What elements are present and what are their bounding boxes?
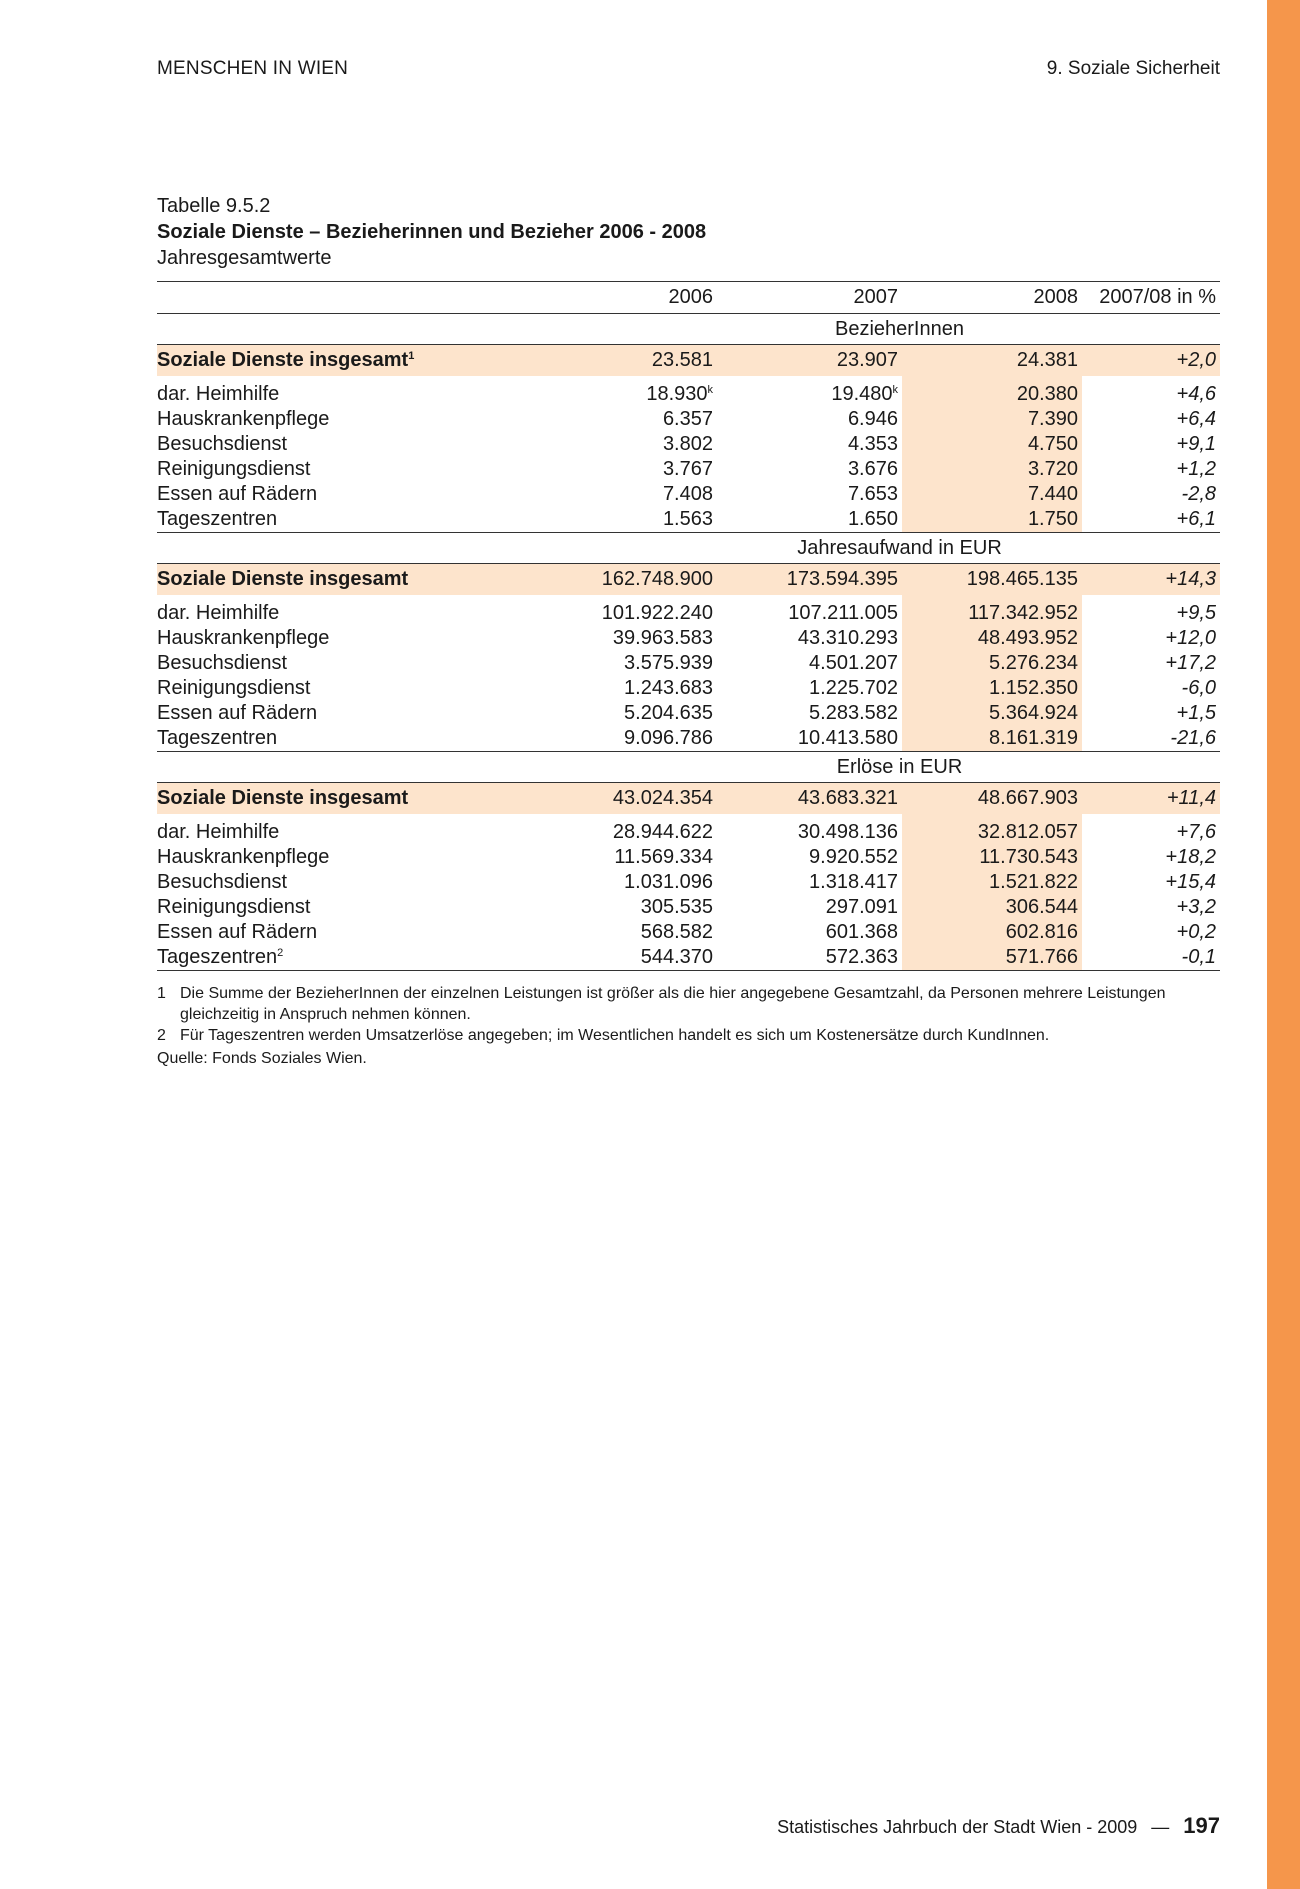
- row-value-text: 4.750: [1027, 433, 1078, 455]
- table-row: [157, 507, 1220, 533]
- total-value: 43.683.321: [717, 783, 902, 815]
- footnote-number: 1: [157, 985, 166, 1002]
- row-label-text: Tageszentren: [157, 508, 278, 530]
- row-change: +6,1: [1176, 508, 1216, 530]
- row-label: [157, 845, 532, 870]
- row-value: [717, 457, 902, 482]
- row-change: +9,1: [1176, 433, 1216, 455]
- row-value: [717, 726, 902, 752]
- row-label-text: Reinigungsdienst: [157, 458, 311, 480]
- section-heading-row: [157, 314, 1220, 345]
- row-change: +12,0: [1165, 627, 1216, 649]
- table-row: [157, 945, 1220, 971]
- section-title: Jahresaufwand in EUR: [717, 533, 1082, 564]
- section-spacer: [532, 533, 717, 564]
- row-value: [902, 945, 1082, 971]
- section-title: Erlöse in EUR: [717, 752, 1082, 783]
- total-value: 24.381: [902, 345, 1082, 377]
- footnote-marker: 2: [277, 947, 284, 959]
- row-value: [717, 814, 902, 845]
- section-spacer: [1082, 752, 1220, 783]
- row-label-text: Reinigungsdienst: [157, 677, 311, 699]
- total-label-text: Soziale Dienste insgesamt: [157, 787, 409, 809]
- row-change: +15,4: [1165, 871, 1216, 893]
- row-value-text: 48.493.952: [977, 627, 1078, 649]
- row-value: [532, 407, 717, 432]
- row-value-text: 5.276.234: [989, 652, 1078, 674]
- row-label: [157, 482, 532, 507]
- footnote-marker: 1: [408, 350, 415, 362]
- row-value: [532, 895, 717, 920]
- row-value-text: 1.521.822: [989, 871, 1078, 893]
- row-value-text: 3.767: [662, 458, 713, 480]
- total-row: [157, 783, 1220, 815]
- row-value: [532, 432, 717, 457]
- row-label-text: dar. Heimhilfe: [157, 821, 280, 843]
- row-change: +1,2: [1176, 458, 1216, 480]
- row-value: [532, 507, 717, 533]
- row-value: [532, 376, 717, 407]
- row-value: [902, 651, 1082, 676]
- row-value: [717, 626, 902, 651]
- row-value-text: 544.370: [640, 946, 713, 968]
- section-spacer: [1082, 533, 1220, 564]
- row-change: +1,5: [1176, 702, 1216, 724]
- table-row: [157, 676, 1220, 701]
- row-value: [532, 726, 717, 752]
- total-label: [157, 345, 532, 377]
- table-row: [157, 895, 1220, 920]
- row-label-text: Reinigungsdienst: [157, 896, 311, 918]
- row-value-text: 5.283.582: [809, 702, 898, 724]
- row-label-text: Tageszentren: [157, 946, 278, 968]
- total-label-text: Soziale Dienste insgesamt: [157, 349, 409, 371]
- row-value-text: 601.368: [825, 921, 898, 943]
- row-value-text: 32.812.057: [977, 821, 1078, 843]
- column-header-change: 2007/08 in %: [1082, 282, 1220, 314]
- row-value-text: 1.750: [1027, 508, 1078, 530]
- total-label: [157, 564, 532, 596]
- row-label: [157, 432, 532, 457]
- row-value: [902, 407, 1082, 432]
- section-title: BezieherInnen: [717, 314, 1082, 345]
- total-value: 23.907: [717, 345, 902, 377]
- section-spacer: [1082, 314, 1220, 345]
- page-number: 197: [1183, 1813, 1220, 1838]
- row-value-text: 28.944.622: [612, 821, 713, 843]
- row-value-text: 20.380: [1016, 383, 1078, 405]
- row-change: -0,1: [1082, 945, 1220, 971]
- row-value-text: 306.544: [1005, 896, 1078, 918]
- row-value-text: 4.501.207: [809, 652, 898, 674]
- row-value: [717, 407, 902, 432]
- row-change: +6,4: [1176, 408, 1216, 430]
- section-spacer: [157, 752, 532, 783]
- row-value: [532, 870, 717, 895]
- row-value-text: 117.342.952: [968, 602, 1078, 624]
- row-value-text: 39.963.583: [612, 627, 713, 649]
- row-value: [902, 626, 1082, 651]
- table-row: [157, 457, 1220, 482]
- row-value-text: 4.353: [847, 433, 898, 455]
- row-value-text: 1.225.702: [809, 677, 898, 699]
- table-row: [157, 814, 1220, 845]
- section-spacer: [532, 314, 717, 345]
- row-value-text: 305.535: [640, 896, 713, 918]
- row-change: +7,6: [1176, 821, 1216, 843]
- row-label-text: Essen auf Rädern: [157, 702, 318, 724]
- row-value: [902, 845, 1082, 870]
- total-label: [157, 783, 532, 815]
- running-header-left: MENSCHEN IN WIEN: [157, 58, 349, 79]
- row-value-text: 1.318.417: [809, 871, 898, 893]
- table-body: [157, 314, 1220, 971]
- total-row: [157, 564, 1220, 596]
- row-value-text: 9.920.552: [809, 846, 898, 868]
- row-value-text: 10.413.580: [797, 727, 898, 749]
- row-value-text: 3.720: [1027, 458, 1078, 480]
- row-value-text: 11.730.543: [979, 846, 1078, 868]
- table-row: [157, 376, 1220, 407]
- row-label: [157, 814, 532, 845]
- row-value-text: 572.363: [825, 946, 898, 968]
- footnotes: [157, 983, 1220, 1069]
- row-value-text: 1.243.683: [624, 677, 713, 699]
- page-footer: [777, 1813, 1220, 1839]
- footer-separator: —: [1151, 1817, 1170, 1837]
- row-value: [902, 701, 1082, 726]
- row-value-text: 571.766: [1005, 946, 1078, 968]
- row-value: [717, 945, 902, 971]
- row-value: [902, 676, 1082, 701]
- footnote-marker: k: [892, 384, 898, 396]
- row-value-text: 602.816: [1005, 921, 1078, 943]
- row-value-text: 297.091: [825, 896, 898, 918]
- row-value: [717, 676, 902, 701]
- column-header-2007: 2007: [717, 282, 902, 314]
- row-value-text: 9.096.786: [624, 727, 713, 749]
- row-value-text: 3.676: [847, 458, 898, 480]
- row-label: [157, 457, 532, 482]
- row-value: [902, 482, 1082, 507]
- footnote-number: 2: [157, 1027, 166, 1044]
- row-value-text: 3.802: [662, 433, 713, 455]
- row-label-text: Besuchsdienst: [157, 433, 288, 455]
- orange-side-strip: [1267, 0, 1300, 1889]
- total-change: +14,3: [1082, 564, 1220, 596]
- table-row: [157, 432, 1220, 457]
- running-header-right: 9. Soziale Sicherheit: [1046, 58, 1220, 79]
- section-spacer: [157, 314, 532, 345]
- row-label-text: dar. Heimhilfe: [157, 602, 280, 624]
- row-label-text: Hauskrankenpflege: [157, 627, 330, 649]
- data-table: [157, 281, 1220, 971]
- total-value: 23.581: [532, 345, 717, 377]
- column-header-2008: 2008: [902, 282, 1082, 314]
- row-value: [902, 814, 1082, 845]
- row-value: [532, 676, 717, 701]
- row-change: +9,5: [1176, 602, 1216, 624]
- row-value-text: 1.031.096: [624, 871, 713, 893]
- row-value: [717, 507, 902, 533]
- table-row: [157, 626, 1220, 651]
- row-value: [902, 895, 1082, 920]
- section-spacer: [157, 533, 532, 564]
- table-row: [157, 845, 1220, 870]
- row-value: [532, 482, 717, 507]
- row-value: [532, 457, 717, 482]
- total-value: 48.667.903: [902, 783, 1082, 815]
- row-change: -6,0: [1181, 677, 1216, 699]
- row-label: [157, 376, 532, 407]
- table-subtitle: Jahresgesamtwerte: [157, 247, 332, 269]
- row-label: [157, 626, 532, 651]
- row-value: [532, 814, 717, 845]
- row-value: [717, 376, 902, 407]
- table-row: [157, 920, 1220, 945]
- row-value: [902, 457, 1082, 482]
- row-value-text: 11.569.334: [614, 846, 713, 868]
- row-value-text: 6.946: [847, 408, 898, 430]
- row-value: [717, 895, 902, 920]
- row-value: [717, 595, 902, 626]
- row-value-text: 568.582: [640, 921, 713, 943]
- table-block: [157, 193, 1220, 1069]
- total-value: 198.465.135: [902, 564, 1082, 596]
- row-value: [532, 945, 717, 971]
- row-label-text: Hauskrankenpflege: [157, 408, 330, 430]
- row-label: [157, 701, 532, 726]
- row-value-text: 7.408: [662, 483, 713, 505]
- row-value-text: 6.357: [662, 408, 713, 430]
- row-label-text: Hauskrankenpflege: [157, 846, 330, 868]
- table-row: [157, 407, 1220, 432]
- row-value-text: 5.204.635: [624, 702, 713, 724]
- row-value: [902, 507, 1082, 533]
- table-number: Tabelle 9.5.2: [157, 195, 271, 217]
- total-row: [157, 345, 1220, 377]
- column-header-blank: [157, 282, 532, 314]
- source-note: Quelle: Fonds Soziales Wien.: [157, 1050, 367, 1067]
- row-value: [717, 432, 902, 457]
- row-label: [157, 920, 532, 945]
- row-label-text: Essen auf Rädern: [157, 921, 318, 943]
- row-value-text: 43.310.293: [797, 627, 898, 649]
- total-value: 43.024.354: [532, 783, 717, 815]
- row-label: [157, 726, 532, 752]
- row-change: +3,2: [1176, 896, 1216, 918]
- row-value: [902, 432, 1082, 457]
- row-value-text: 1.152.350: [989, 677, 1078, 699]
- row-label-text: Besuchsdienst: [157, 652, 288, 674]
- row-label-text: dar. Heimhilfe: [157, 383, 280, 405]
- table-row: [157, 701, 1220, 726]
- row-value: [902, 376, 1082, 407]
- row-value-text: 30.498.136: [797, 821, 898, 843]
- row-value: [532, 920, 717, 945]
- row-change: -2,8: [1181, 483, 1216, 505]
- row-label: [157, 507, 532, 533]
- section-heading-row: [157, 533, 1220, 564]
- row-label: [157, 407, 532, 432]
- row-value-text: 3.575.939: [624, 652, 713, 674]
- total-label-text: Soziale Dienste insgesamt: [157, 568, 409, 590]
- table-row: [157, 595, 1220, 626]
- column-header-2006: 2006: [532, 282, 717, 314]
- footnote-text: Die Summe der BezieherInnen der einzelnen Leistungen ist größer als die hier angegebene Gesamtzahl, da Personen mehrere Leistungen gleichzeitig in Anspruch nehmen können.: [180, 985, 1166, 1023]
- row-value: [902, 870, 1082, 895]
- row-value: [532, 845, 717, 870]
- row-value: [717, 845, 902, 870]
- row-change: +17,2: [1165, 652, 1216, 674]
- row-value-text: 1.650: [847, 508, 898, 530]
- row-value: [532, 651, 717, 676]
- row-change: +18,2: [1165, 846, 1216, 868]
- row-value-text: 107.211.005: [788, 602, 898, 624]
- total-change: +2,0: [1082, 345, 1220, 377]
- row-value-text: 18.930: [646, 383, 708, 405]
- row-change: -21,6: [1170, 727, 1216, 749]
- row-value-text: 7.653: [847, 483, 898, 505]
- row-value: [532, 626, 717, 651]
- row-value: [717, 701, 902, 726]
- row-value-text: 5.364.924: [989, 702, 1078, 724]
- row-value: [532, 595, 717, 626]
- section-heading-row: [157, 752, 1220, 783]
- row-value: [717, 920, 902, 945]
- row-label: [157, 676, 532, 701]
- publication-title: Statistisches Jahrbuch der Stadt Wien - 2009: [777, 1817, 1138, 1837]
- row-label: [157, 945, 532, 971]
- section-spacer: [532, 752, 717, 783]
- row-value-text: 8.161.319: [989, 727, 1078, 749]
- total-value: 162.748.900: [532, 564, 717, 596]
- footnote-2: [157, 1025, 1220, 1046]
- row-value: [717, 651, 902, 676]
- table-row: [157, 482, 1220, 507]
- row-label-text: Essen auf Rädern: [157, 483, 318, 505]
- row-value: [902, 726, 1082, 752]
- row-label-text: Tageszentren: [157, 727, 278, 749]
- row-label: [157, 895, 532, 920]
- footnote-text: Für Tageszentren werden Umsatzerlöse angegeben; im Wesentlichen handelt es sich um Kostenersätze durch KundInnen.: [180, 1027, 1050, 1044]
- row-label-text: Besuchsdienst: [157, 871, 288, 893]
- table-row: [157, 870, 1220, 895]
- row-value: [902, 595, 1082, 626]
- row-change: +0,2: [1176, 921, 1216, 943]
- table-row: [157, 651, 1220, 676]
- row-value-text: 7.440: [1027, 483, 1078, 505]
- row-value-text: 7.390: [1027, 408, 1078, 430]
- footnote-1: [157, 983, 1220, 1025]
- row-label: [157, 595, 532, 626]
- row-value-text: 19.480: [831, 383, 893, 405]
- total-value: 173.594.395: [717, 564, 902, 596]
- row-value-text: 101.922.240: [601, 602, 713, 624]
- total-change: +11,4: [1082, 783, 1220, 815]
- row-value-text: 1.563: [662, 508, 713, 530]
- table-row: [157, 726, 1220, 752]
- row-label: [157, 651, 532, 676]
- footnote-marker: k: [707, 384, 713, 396]
- table-title: Soziale Dienste – Bezieherinnen und Bezieher 2006 - 2008: [157, 221, 707, 243]
- row-change: +4,6: [1176, 383, 1216, 405]
- row-value: [717, 482, 902, 507]
- column-header-row: [157, 282, 1220, 314]
- row-value: [902, 920, 1082, 945]
- row-value: [532, 701, 717, 726]
- row-label: [157, 870, 532, 895]
- row-value: [717, 870, 902, 895]
